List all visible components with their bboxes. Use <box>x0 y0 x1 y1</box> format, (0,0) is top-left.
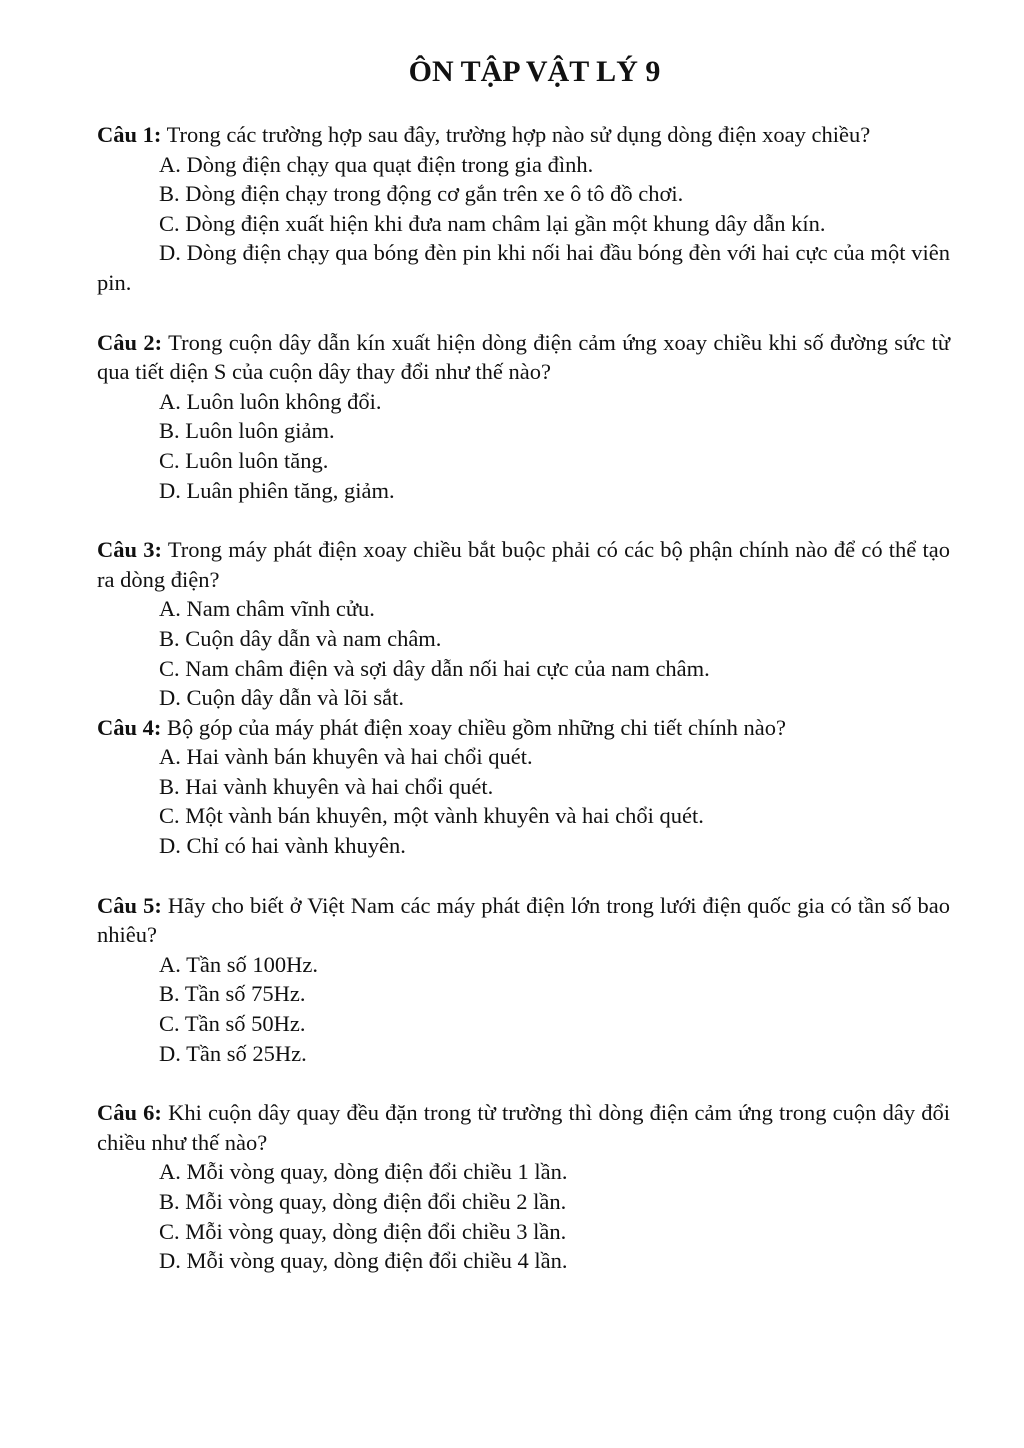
spacer <box>97 298 950 328</box>
option-d: D. Chỉ có hai vành khuyên. <box>159 833 406 859</box>
option-a: A. Hai vành bán khuyên và hai chổi quét. <box>159 744 533 770</box>
question-text: Trong cuộn dây dẫn kín xuất hiện dòng điện cảm ứng xoay chiều khi số đường sức từ qua tiết diện S của cuộn dây thay đổi như thế nào? <box>97 329 951 385</box>
question-label: Câu 6: <box>97 1100 162 1126</box>
option-d: D. Cuộn dây dẫn và lõi sắt. <box>159 685 404 711</box>
option-c: C. Luôn luôn tăng. <box>159 447 329 473</box>
option-c: C. Nam châm điện và sợi dây dẫn nối hai cực của nam châm. <box>159 655 710 681</box>
spacer <box>97 861 950 891</box>
option-c: C. Tần số 50Hz. <box>159 1011 306 1037</box>
option-c: C. Mỗi vòng quay, dòng điện đổi chiều 3 lần. <box>159 1218 567 1244</box>
option-d: D. Mỗi vòng quay, dòng điện đổi chiều 4 lần. <box>159 1248 568 1274</box>
option-d: D. Tần số 25Hz. <box>159 1040 307 1066</box>
question-stem <box>97 120 950 150</box>
question-1 <box>97 120 950 298</box>
spacer <box>97 1068 950 1098</box>
spacer <box>97 505 950 535</box>
option-d: D. Dòng điện chạy qua bóng đèn pin khi nối hai đầu bóng đèn với hai cực của một viên pin. <box>97 240 950 295</box>
question-label: Câu 4: <box>97 714 162 740</box>
option-b: B. Mỗi vòng quay, dòng điện đổi chiều 2 lần. <box>159 1189 567 1214</box>
question-text: Hãy cho biết ở Việt Nam các máy phát điện lớn trong lưới điện quốc gia có tần số bao nhiêu? <box>97 892 951 948</box>
question-label: Câu 5: <box>97 892 162 918</box>
question-2 <box>97 328 950 506</box>
question-stem <box>97 535 950 594</box>
option-a: A. Luôn luôn không đổi. <box>159 388 382 414</box>
option-a: A. Nam châm vĩnh cửu. <box>159 596 375 622</box>
question-text: Khi cuộn dây quay đều đặn trong từ trường thì dòng điện cảm ứng trong cuộn dây đổi chiều như thế nào? <box>97 1100 950 1155</box>
question-label: Câu 1: <box>97 122 162 147</box>
question-text: Trong các trường hợp sau đây, trường hợp nào sử dụng dòng điện xoay chiều? <box>166 122 871 147</box>
option-b: B. Tần số 75Hz. <box>159 981 306 1007</box>
option-d: D. Luân phiên tăng, giảm. <box>159 477 395 503</box>
question-stem <box>97 891 950 950</box>
page-title: ÔN TẬP VẬT LÝ 9 <box>408 55 661 88</box>
question-stem <box>97 713 950 743</box>
option-a: A. Mỗi vòng quay, dòng điện đổi chiều 1 lần. <box>159 1159 568 1185</box>
option-b: B. Dòng điện chạy trong động cơ gắn trên xe ô tô đồ chơi. <box>159 181 684 207</box>
option-c: C. Một vành bán khuyên, một vành khuyên và hai chổi quét. <box>159 803 704 829</box>
question-label: Câu 3: <box>97 537 162 563</box>
question-3 <box>97 535 950 713</box>
question-text: Bộ góp của máy phát điện xoay chiều gồm những chi tiết chính nào? <box>167 714 786 740</box>
option-c: C. Dòng điện xuất hiện khi đưa nam châm lại gần một khung dây dẫn kín. <box>159 210 826 236</box>
option-a: A. Dòng điện chạy qua quạt điện trong gia đình. <box>159 151 594 177</box>
option-a: A. Tần số 100Hz. <box>159 951 318 977</box>
question-5 <box>97 891 950 1069</box>
question-stem <box>97 1098 950 1157</box>
option-b: B. Luôn luôn giảm. <box>159 418 335 444</box>
question-4 <box>97 713 950 861</box>
option-b: B. Cuộn dây dẫn và nam châm. <box>159 625 442 651</box>
question-6 <box>97 1098 950 1276</box>
question-label: Câu 2: <box>97 329 163 355</box>
option-b: B. Hai vành khuyên và hai chổi quét. <box>159 773 494 799</box>
question-stem <box>97 328 950 387</box>
question-text: Trong máy phát điện xoay chiều bắt buộc phải có các bộ phận chính nào để có thể tạo ra dòng điện? <box>97 537 950 592</box>
